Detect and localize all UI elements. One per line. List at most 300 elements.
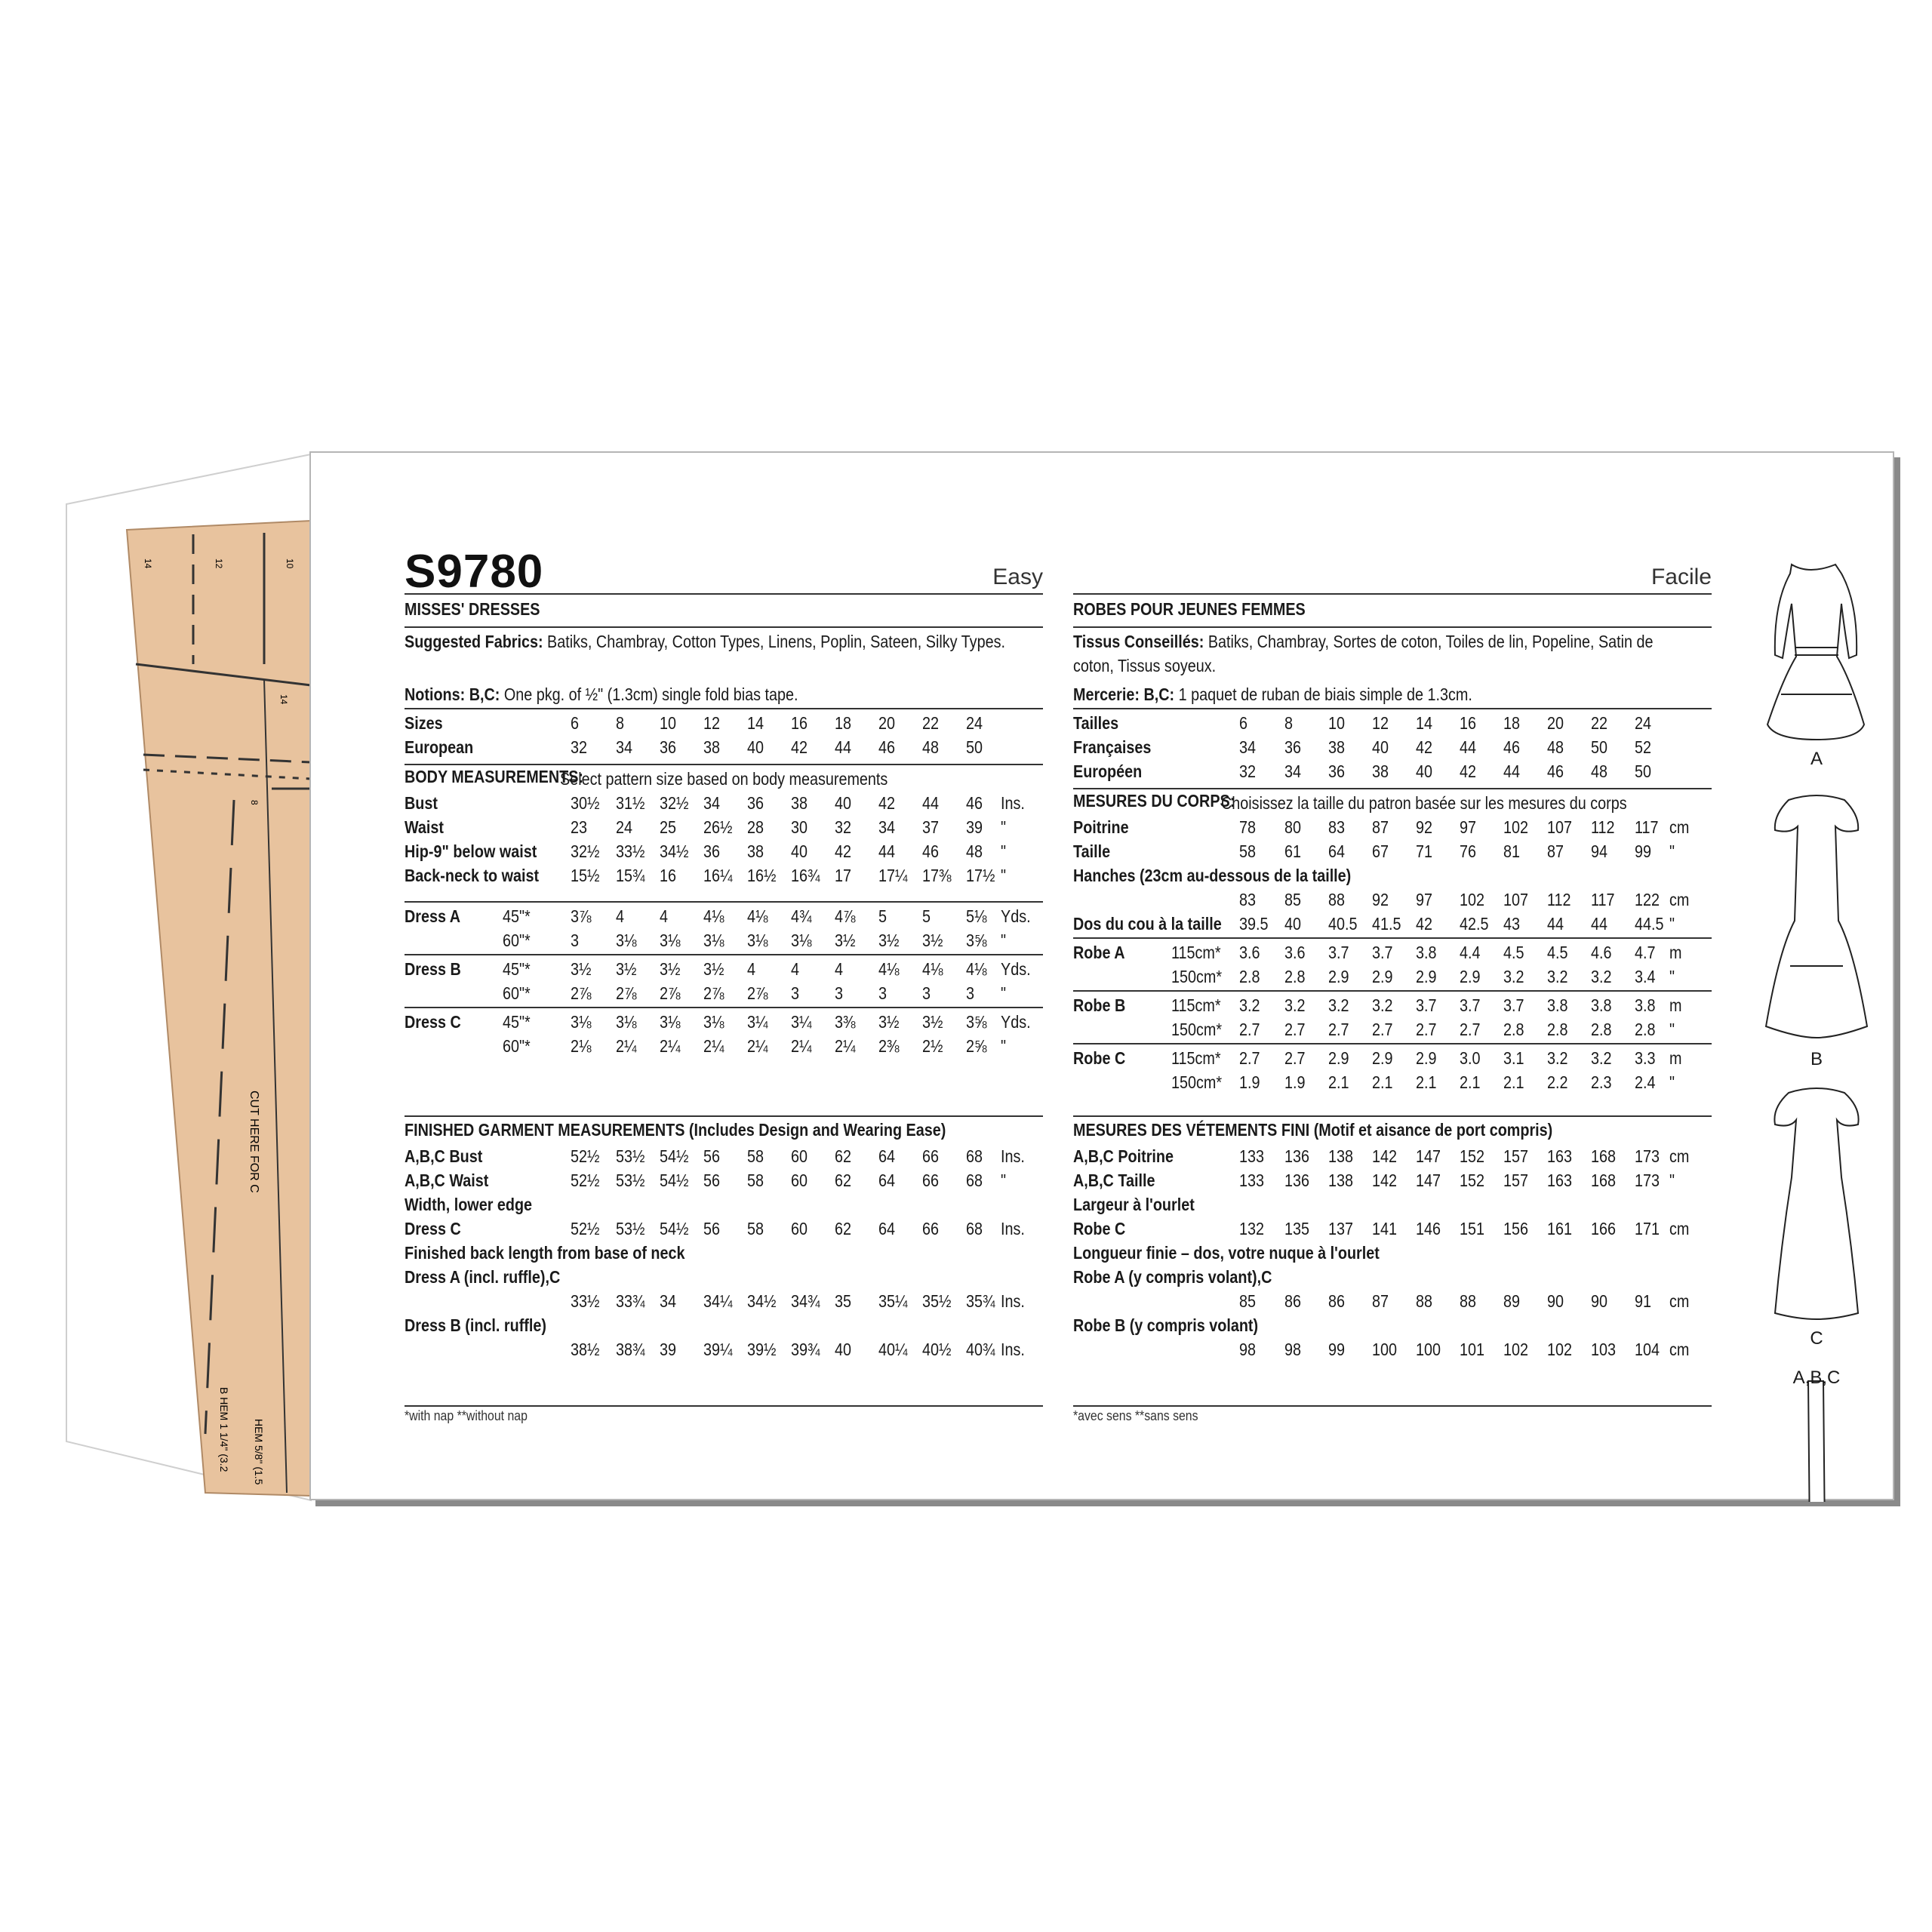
yardage-row-unit: Yds. <box>1001 959 1031 979</box>
yardage-row-fr-value: 3.7 <box>1416 995 1437 1015</box>
body-row-unit: " <box>1001 866 1007 885</box>
dress-a-length-row-value: 34¾ <box>791 1291 820 1311</box>
yardage-row-fr-width: 150cm* <box>1171 967 1223 986</box>
width-row-value: 54½ <box>660 1219 689 1238</box>
yardage-row-fr-width: 150cm* <box>1171 1020 1223 1039</box>
european-row-value: 42 <box>791 737 808 757</box>
yardage-row-fr-value: 3.7 <box>1460 995 1481 1015</box>
yardage-row-value: 2⅛ <box>571 1036 592 1056</box>
divider <box>405 593 1043 595</box>
divider <box>1073 1115 1712 1117</box>
finished-row-fr-label: A,B,C Taille <box>1073 1171 1155 1190</box>
yardage-row-value: 3⅝ <box>966 931 987 950</box>
body-row-fr-unit: " <box>1669 841 1675 861</box>
finished-row-value: 58 <box>747 1171 764 1190</box>
robe-b-length-row-value: 103 <box>1591 1340 1617 1359</box>
yardage-row-width: 60"* <box>503 1036 531 1056</box>
yardage-row-label: Dress C <box>405 1012 461 1032</box>
dress-b-length-row-value: 39½ <box>747 1340 777 1359</box>
yardage-row-fr-value: 2.7 <box>1416 1020 1437 1039</box>
robe-b-length-row-value: 101 <box>1460 1340 1485 1359</box>
yardage-row-value: 3½ <box>878 1012 900 1032</box>
yardage-row-value: 4¾ <box>791 906 812 926</box>
yardage-row-fr-unit: m <box>1669 943 1682 962</box>
yardage-row-fr-value: 2.1 <box>1328 1072 1349 1092</box>
sizes-row-value: 6 <box>571 713 580 733</box>
dress-a-length-row-value: 35½ <box>922 1291 952 1311</box>
yardage-row-value: 2¼ <box>660 1036 681 1056</box>
body-row-value: 38 <box>791 793 808 813</box>
body-row-fr-value: 99 <box>1635 841 1652 861</box>
finished-row-value: 64 <box>878 1171 896 1190</box>
yardage-row-value: 2¼ <box>703 1036 724 1056</box>
width-row-value: 62 <box>835 1219 852 1238</box>
body-row-value: 28 <box>747 817 764 837</box>
dress-b-length-row-value: 40 <box>835 1340 852 1359</box>
dress-b-length-row-value: 39¼ <box>703 1340 733 1359</box>
dress-a-length-row-value: 34 <box>660 1291 677 1311</box>
section-title: MISSES' DRESSES <box>405 599 540 619</box>
finished-row-fr-value: 142 <box>1372 1146 1398 1166</box>
back-row-fr-value: 44.5 <box>1635 914 1664 934</box>
europeen-row-value: 38 <box>1372 761 1389 781</box>
body-row-value: 15¾ <box>616 866 645 885</box>
body-row-value: 17½ <box>966 866 995 885</box>
yardage-row-width: 45"* <box>503 959 531 979</box>
tissue-number: 10 <box>285 558 295 569</box>
finished-row-value: 56 <box>703 1146 721 1166</box>
back-row-fr-value: 39.5 <box>1239 914 1269 934</box>
europeen-row-value: 36 <box>1328 761 1346 781</box>
body-row-value: 37 <box>922 817 940 837</box>
yardage-row-value: 2⅞ <box>571 983 592 1003</box>
european-row-value: 34 <box>616 737 633 757</box>
fabrics-label: Suggested Fabrics: <box>405 632 543 651</box>
garment-illustrations <box>1745 453 1888 1502</box>
robe-b-length-row-value: 98 <box>1284 1340 1302 1359</box>
divider <box>405 626 1043 628</box>
yardage-row-fr-label: Robe B <box>1073 995 1126 1015</box>
back-row-fr-value: 43 <box>1503 914 1521 934</box>
body-row-fr-value: 94 <box>1591 841 1608 861</box>
divider <box>1073 1405 1712 1407</box>
body-row-value: 16½ <box>747 866 777 885</box>
yardage-row-fr-value: 2.1 <box>1503 1072 1524 1092</box>
yardage-row-unit: " <box>1001 1036 1007 1056</box>
yardage-row-fr-value: 2.8 <box>1635 1020 1656 1039</box>
yardage-row-value: 3½ <box>922 931 943 950</box>
yardage-row-fr-value: 2.7 <box>1239 1020 1260 1039</box>
francaises-row-value: 36 <box>1284 737 1302 757</box>
yardage-row-value: 2¼ <box>616 1036 637 1056</box>
yardage-row-fr-value: 3.8 <box>1591 995 1612 1015</box>
yardage-row-fr-value: 3.6 <box>1284 943 1306 962</box>
yardage-row-value: 5⅛ <box>966 906 987 926</box>
yardage-row-value: 5 <box>922 906 931 926</box>
body-row-value: 33½ <box>616 841 645 861</box>
sizes-row-value: 24 <box>966 713 983 733</box>
finished-row-value: 66 <box>922 1146 940 1166</box>
body-row-value: 40 <box>835 793 852 813</box>
notions-line <box>405 682 798 706</box>
body-row-fr-value: 92 <box>1416 817 1433 837</box>
yardage-row-value: 3¼ <box>747 1012 768 1032</box>
back-row-fr-value: 40.5 <box>1328 914 1358 934</box>
finished-row-label: A,B,C Bust <box>405 1146 483 1166</box>
body-row-label: Back-neck to waist <box>405 866 540 885</box>
finished-row-value: 60 <box>791 1146 808 1166</box>
finished-row-fr-value: 138 <box>1328 1146 1354 1166</box>
sizes-row-value: 18 <box>835 713 852 733</box>
tailles-row-value: 24 <box>1635 713 1652 733</box>
finished-row-fr-value: 136 <box>1284 1146 1310 1166</box>
yardage-row-value: 3⅛ <box>660 1012 681 1032</box>
yardage-row-fr-value: 2.8 <box>1591 1020 1612 1039</box>
back-length-heading: Finished back length from base of neck <box>405 1243 685 1263</box>
width-row-fr-value: 171 <box>1635 1219 1660 1238</box>
robe-b-length-label: Robe B (y compris volant) <box>1073 1315 1259 1335</box>
yardage-row-fr-value: 2.9 <box>1416 967 1437 986</box>
yardage-row-value: 3⅛ <box>616 931 637 950</box>
yardage-row-fr-value: 2.1 <box>1372 1072 1393 1092</box>
yardage-row-unit: Yds. <box>1001 1012 1031 1032</box>
difficulty-level-fr: Facile <box>1651 565 1712 589</box>
robe-a-length-row-value: 86 <box>1284 1291 1302 1311</box>
francaises-row-value: 48 <box>1547 737 1564 757</box>
yardage-row-fr-value: 3.1 <box>1503 1048 1524 1068</box>
tailles-row-value: 12 <box>1372 713 1389 733</box>
yardage-row-fr-value: 3.0 <box>1460 1048 1481 1068</box>
body-row-value: 26½ <box>703 817 733 837</box>
yardage-row-value: 3 <box>922 983 931 1003</box>
yardage-row-width: 60"* <box>503 931 531 950</box>
finished-row-value: 58 <box>747 1146 764 1166</box>
dress-a-length-row-value: 35 <box>835 1291 852 1311</box>
body-row-fr-value: 83 <box>1328 817 1346 837</box>
robe-a-length-row-unit: cm <box>1669 1291 1690 1311</box>
yardage-row-value: 3½ <box>835 931 856 950</box>
francaises-row-value: 38 <box>1328 737 1346 757</box>
yardage-row-value: 2¼ <box>835 1036 856 1056</box>
finished-row-fr-value: 138 <box>1328 1171 1354 1190</box>
francaises-row-value: 40 <box>1372 737 1389 757</box>
divider <box>1073 593 1712 595</box>
robe-b-length-row-value: 100 <box>1372 1340 1398 1359</box>
yardage-row-fr-label: Robe C <box>1073 1048 1126 1068</box>
divider <box>1073 1043 1712 1044</box>
dress-a-length-row-unit: Ins. <box>1001 1291 1025 1311</box>
yardage-row-value: 3⅛ <box>747 931 768 950</box>
body-row-unit: " <box>1001 841 1007 861</box>
back-row-fr-value: 44 <box>1547 914 1564 934</box>
body-row-fr-value: 87 <box>1372 817 1389 837</box>
dress-a-length-row-value: 34¼ <box>703 1291 733 1311</box>
body-row-value: 46 <box>966 793 983 813</box>
yardage-row-fr-value: 4.5 <box>1503 943 1524 962</box>
hip-row-fr-value: 83 <box>1239 890 1257 909</box>
yardage-row-value: 3 <box>791 983 800 1003</box>
yardage-row-value: 3⅜ <box>835 1012 856 1032</box>
body-row-value: 39 <box>966 817 983 837</box>
dress-a-length-row-value: 35¼ <box>878 1291 908 1311</box>
width-row-fr-value: 141 <box>1372 1219 1398 1238</box>
yardage-row-value: 3½ <box>703 959 724 979</box>
finished-row-fr-value: 142 <box>1372 1171 1398 1190</box>
yardage-row-fr-value: 3.8 <box>1547 995 1568 1015</box>
robe-b-length-row-value: 102 <box>1547 1340 1573 1359</box>
back-length-heading-fr: Longueur finie – dos, votre nuque à l'ourlet <box>1073 1243 1380 1263</box>
fabrics-label-fr: Tissus Conseillés: <box>1073 632 1204 651</box>
robe-a-length-row-value: 85 <box>1239 1291 1257 1311</box>
yardage-row-unit: " <box>1001 983 1007 1003</box>
yardage-row-value: 4⅛ <box>747 906 768 926</box>
yardage-row-fr-value: 3.7 <box>1503 995 1524 1015</box>
tissue-cut-label: CUT HERE FOR C <box>248 1091 260 1193</box>
body-row-value: 24 <box>616 817 633 837</box>
yardage-row-fr-value: 2.7 <box>1372 1020 1393 1039</box>
yardage-row-fr-value: 3.8 <box>1635 995 1656 1015</box>
width-row-value: 56 <box>703 1219 721 1238</box>
yardage-row-fr-value: 2.7 <box>1239 1048 1260 1068</box>
sizes-row-value: 14 <box>747 713 764 733</box>
dress-b-length-row-value: 40¼ <box>878 1340 908 1359</box>
european-row-value: 40 <box>747 737 764 757</box>
yardage-row-value: 4⅛ <box>922 959 943 979</box>
robe-b-length-row-value: 98 <box>1239 1340 1257 1359</box>
finished-row-value: 52½ <box>571 1146 600 1166</box>
europeen-row-value: 40 <box>1416 761 1433 781</box>
width-heading-fr: Largeur à l'ourlet <box>1073 1195 1195 1214</box>
yardage-row-value: 3½ <box>660 959 681 979</box>
yardage-row-fr-label: Robe A <box>1073 943 1125 962</box>
yardage-row-fr-value: 3.2 <box>1591 1048 1612 1068</box>
yardage-row-fr-value: 2.7 <box>1460 1020 1481 1039</box>
body-row-fr-value: 102 <box>1503 817 1529 837</box>
yardage-row-value: 4⅞ <box>835 906 856 926</box>
yardage-row-fr-unit: " <box>1669 1072 1675 1092</box>
finished-row-fr-value: 152 <box>1460 1146 1485 1166</box>
body-row-value: 23 <box>571 817 588 837</box>
dress-c-sketch <box>1774 1088 1858 1319</box>
divider <box>405 1115 1043 1117</box>
hip-row-fr-value: 117 <box>1591 890 1615 909</box>
dress-a-sketch <box>1767 565 1864 740</box>
finished-row-fr-value: 157 <box>1503 1146 1529 1166</box>
tissue-bhem-label: B HEM 1 1/4" (3.2 <box>218 1387 230 1472</box>
width-row-fr-value: 135 <box>1284 1219 1310 1238</box>
robe-b-length-row-value: 102 <box>1503 1340 1529 1359</box>
europeen-row-value: 46 <box>1547 761 1564 781</box>
european-row-value: 46 <box>878 737 896 757</box>
body-row-fr-value: 97 <box>1460 817 1477 837</box>
tailles-row-value: 8 <box>1284 713 1294 733</box>
width-row-fr-value: 137 <box>1328 1219 1354 1238</box>
body-row-fr-value: 58 <box>1239 841 1257 861</box>
body-row-value: 46 <box>922 841 940 861</box>
dress-a-length-row-value: 34½ <box>747 1291 777 1311</box>
yardage-row-fr-value: 3.2 <box>1547 967 1568 986</box>
body-row-value: 38 <box>747 841 764 861</box>
sash-sketch <box>1808 1381 1825 1502</box>
europeen-row-value: 42 <box>1460 761 1477 781</box>
yardage-row-fr-value: 3.2 <box>1547 1048 1568 1068</box>
yardage-row-fr-value: 2.2 <box>1547 1072 1568 1092</box>
hip-row-fr-value: 85 <box>1284 890 1302 909</box>
back-row-fr-value: 42.5 <box>1460 914 1489 934</box>
width-heading: Width, lower edge <box>405 1195 533 1214</box>
body-row-value: 44 <box>922 793 940 813</box>
finished-row-value: 68 <box>966 1146 983 1166</box>
sizes-row-value: 10 <box>660 713 677 733</box>
back-row-fr-value: 44 <box>1591 914 1608 934</box>
robe-b-length-row-value: 99 <box>1328 1340 1346 1359</box>
body-row-value: 40 <box>791 841 808 861</box>
tailles-row-value: 18 <box>1503 713 1521 733</box>
body-row-value: 17 <box>835 866 852 885</box>
divider <box>1073 788 1712 789</box>
finished-row-value: 64 <box>878 1146 896 1166</box>
finished-row-fr-value: 163 <box>1547 1146 1573 1166</box>
yardage-row-fr-value: 1.9 <box>1284 1072 1306 1092</box>
francaises-row-value: 52 <box>1635 737 1652 757</box>
yardage-row-value: 3⅛ <box>616 1012 637 1032</box>
back-row-fr-label: Dos du cou à la taille <box>1073 914 1222 934</box>
yardage-row-value: 4⅛ <box>878 959 900 979</box>
dress-b-length-row-value: 40½ <box>922 1340 952 1359</box>
body-row-unit: " <box>1001 817 1007 837</box>
finished-row-value: 62 <box>835 1171 852 1190</box>
divider <box>405 708 1043 709</box>
finished-row-fr-unit: cm <box>1669 1146 1690 1166</box>
yardage-row-value: 2⅞ <box>660 983 681 1003</box>
width-row-fr-value: 161 <box>1547 1219 1573 1238</box>
body-row-value: 32 <box>835 817 852 837</box>
body-row-value: 36 <box>747 793 764 813</box>
robe-a-length-label: Robe A (y compris volant),C <box>1073 1267 1272 1287</box>
yardage-row-value: 4 <box>660 906 669 926</box>
notions-label-fr: Mercerie: B,C: <box>1073 685 1175 704</box>
yardage-row-label: Dress B <box>405 959 461 979</box>
width-row-label: Dress C <box>405 1219 461 1238</box>
fabrics-line-fr <box>1073 629 1654 654</box>
body-row-fr-value: 80 <box>1284 817 1302 837</box>
yardage-row-fr-value: 2.7 <box>1284 1048 1306 1068</box>
sizes-row-label: Sizes <box>405 713 443 733</box>
width-row-value: 53½ <box>616 1219 645 1238</box>
francaises-row-value: 42 <box>1416 737 1433 757</box>
yardage-row-fr-value: 2.1 <box>1460 1072 1481 1092</box>
yardage-row-fr-value: 3.4 <box>1635 967 1656 986</box>
yardage-row-value: 3⅛ <box>703 1012 724 1032</box>
view-label-a: A <box>1810 749 1823 769</box>
body-row-value: 42 <box>835 841 852 861</box>
yardage-row-value: 2⅞ <box>616 983 637 1003</box>
european-row-value: 44 <box>835 737 852 757</box>
yardage-row-value: 3½ <box>922 1012 943 1032</box>
notions-line-fr <box>1073 682 1472 706</box>
width-row-value: 68 <box>966 1219 983 1238</box>
yardage-row-value: 3⅛ <box>571 1012 592 1032</box>
yardage-row-value: 3⅛ <box>703 931 724 950</box>
yardage-row-value: 4 <box>791 959 800 979</box>
fabrics-line-fr-2: coton, Tissus soyeux. <box>1073 656 1217 675</box>
body-row-unit: Ins. <box>1001 793 1025 813</box>
yardage-row-fr-value: 4.7 <box>1635 943 1656 962</box>
yardage-row-fr-unit: m <box>1669 995 1682 1015</box>
francaises-row-value: 44 <box>1460 737 1477 757</box>
body-row-value: 36 <box>703 841 721 861</box>
yardage-row-fr-unit: " <box>1669 1020 1675 1039</box>
tissue-number: 14 <box>278 694 289 705</box>
hip-row-fr-unit: cm <box>1669 890 1690 909</box>
finished-row-value: 54½ <box>660 1146 689 1166</box>
yardage-row-fr-value: 2.9 <box>1416 1048 1437 1068</box>
hip-row-fr-value: 112 <box>1547 890 1571 909</box>
body-row-value: 25 <box>660 817 677 837</box>
european-row-value: 48 <box>922 737 940 757</box>
footnote-fr: *avec sens **sans sens <box>1073 1408 1198 1423</box>
yardage-row-fr-value: 2.8 <box>1547 1020 1568 1039</box>
yardage-row-fr-value: 1.9 <box>1239 1072 1260 1092</box>
body-row-fr-value: 87 <box>1547 841 1564 861</box>
european-row-value: 36 <box>660 737 677 757</box>
body-row-fr-value: 78 <box>1239 817 1257 837</box>
hip-label-fr: Hanches (23cm au-dessous de la taille) <box>1073 866 1352 885</box>
yardage-row-fr-width: 115cm* <box>1171 943 1221 962</box>
yardage-row-value: 4 <box>616 906 625 926</box>
finished-row-value: 53½ <box>616 1146 645 1166</box>
fabrics-text-fr: Batiks, Chambray, Sortes de coton, Toiles de lin, Popeline, Satin de <box>1208 632 1654 651</box>
body-row-fr-value: 81 <box>1503 841 1521 861</box>
back-row-fr-unit: " <box>1669 914 1675 934</box>
yardage-row-value: 2⅝ <box>966 1036 987 1056</box>
dress-a-length-row-value: 33½ <box>571 1291 600 1311</box>
pattern-code: S9780 <box>405 546 544 598</box>
finished-heading: FINISHED GARMENT MEASUREMENTS (Includes Design and Wearing Ease) <box>405 1120 946 1140</box>
finished-row-value: 53½ <box>616 1171 645 1190</box>
european-row-value: 38 <box>703 737 721 757</box>
yardage-row-fr-value: 3.2 <box>1239 995 1260 1015</box>
yardage-row-width: 45"* <box>503 1012 531 1032</box>
sizes-row-value: 16 <box>791 713 808 733</box>
width-row-fr-unit: cm <box>1669 1219 1690 1238</box>
yardage-row-fr-width: 115cm* <box>1171 995 1221 1015</box>
dress-b-length-row-unit: Ins. <box>1001 1340 1025 1359</box>
fabrics-text: Batiks, Chambray, Cotton Types, Linens, Poplin, Sateen, Silky Types. <box>547 632 1005 651</box>
body-row-value: 17⅜ <box>922 866 952 885</box>
yardage-row-value: 2⅞ <box>747 983 768 1003</box>
robe-b-length-row-value: 100 <box>1416 1340 1441 1359</box>
yardage-row-value: 2⅜ <box>878 1036 900 1056</box>
body-row-value: 34½ <box>660 841 689 861</box>
robe-a-length-row-value: 90 <box>1547 1291 1564 1311</box>
yardage-row-value: 2⅞ <box>703 983 724 1003</box>
width-row-fr-value: 156 <box>1503 1219 1529 1238</box>
tissue-hem-label: HEM 5/8" (1.5 <box>253 1419 265 1485</box>
robe-a-length-row-value: 88 <box>1416 1291 1433 1311</box>
yardage-row-unit: " <box>1001 931 1007 950</box>
notions-text-fr: 1 paquet de ruban de biais simple de 1.3cm. <box>1178 685 1472 704</box>
yardage-row-fr-unit: " <box>1669 967 1675 986</box>
body-row-value: 34 <box>703 793 721 813</box>
yardage-row-fr-value: 4.4 <box>1460 943 1481 962</box>
body-row-fr-value: 61 <box>1284 841 1302 861</box>
finished-row-fr-label: A,B,C Poitrine <box>1073 1146 1174 1166</box>
tissue-number: 8 <box>249 800 260 805</box>
yardage-row-fr-value: 2.8 <box>1239 967 1260 986</box>
width-row-fr-label: Robe C <box>1073 1219 1126 1238</box>
yardage-row-value: 4 <box>747 959 756 979</box>
